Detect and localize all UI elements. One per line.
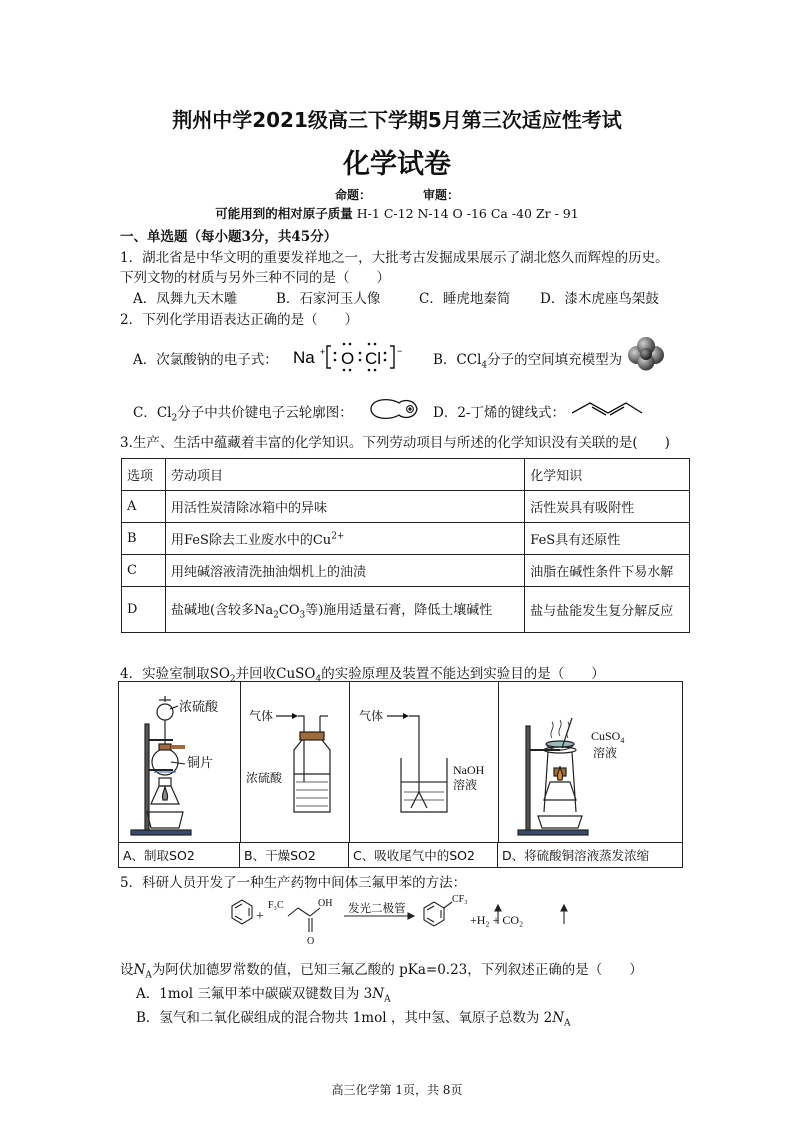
row-option: B [122,523,166,555]
q4-apparatus-table [118,681,683,868]
q5-stem: 5．科研人员开发了一种生产药物中间体三氟甲苯的方法： [120,875,467,891]
q4-stem-text: 4．实验室制取SO [120,666,230,682]
row-knowledge: 油脂在碱性条件下易水解 [525,555,690,587]
table-header-row [122,459,690,491]
exam-subject: 化学试卷 [343,149,451,180]
apparatus-d [498,682,682,842]
q2-option-a: A．次氯酸钠的电子式： [133,352,278,368]
na-symbol: N [133,962,146,978]
q5-plus: + [256,909,264,924]
q5-condition-text: 设 [120,962,134,978]
row-project-text2: CO [278,602,300,618]
row-project-sub2: 3 [299,610,306,621]
table-row [122,555,690,587]
q5-arrow-condition: 发光二极管 [348,901,406,915]
row-project [165,523,524,555]
caption-d: D、将硫酸铜溶液蒸发浓缩 [498,842,682,867]
caption-b: B、干燥SO2 [240,842,349,867]
atomic-mass-line [0,204,794,222]
formula-cl: Cl [365,349,382,368]
label-cuso4-text: CuSO [591,729,621,743]
q5-option-b [136,1006,571,1029]
row-knowledge: 活性炭具有吸附性 [525,491,690,523]
label-cuso4-sub: 4 [620,736,625,745]
apparatus-c-graphic [349,682,498,842]
svg-text:+: + [320,347,326,357]
row-project-sub: 2 [273,610,279,621]
label-cuso4-solution: 溶液 [593,746,618,760]
q4-stem-sub: 2 [229,674,236,685]
na-symbol-sub: A [384,994,391,1005]
svg-text:−: − [397,346,403,356]
naclo-electron-formula [291,336,403,376]
q5-products: +H₂ + CO₂ [470,913,524,927]
row-project: 用纯碱溶液清洗抽油烟机上的油渍 [165,555,524,587]
q2-stem: 2．下列化学用语表达正确的是（ ） [120,312,359,328]
q2-option-b-text2: 分子的空间填充模型为 [487,352,623,368]
row-knowledge: FeS具有还原性 [525,523,690,555]
atomic-mass-values: H-1 C-12 N-14 O -16 Ca -40 Zr - 91 [356,206,579,221]
na-symbol: N [552,1010,565,1026]
q2-option-d: D．2-丁烯的键线式： [433,405,565,421]
exam-title: 荆州中学2021级高三下学期5月第三次适应性考试 [172,108,622,132]
reaction-scheme-graphic [218,890,578,948]
ccl4-space-filling-model [628,337,664,375]
q1-stem-line1: 1．湖北省是中华文明的重要发祥地之一，大批考古发掘成果展示了湖北悠久而辉煌的历史。 [120,250,669,266]
na-symbol: N [372,986,385,1002]
row-option: D [122,587,166,633]
atomic-mass-label: 可能用到的相对原子质量 [215,206,353,221]
row-option: C [122,555,166,587]
row-project-sup: 2+ [331,531,345,542]
author-label: 命题： [334,188,371,202]
apparatus-b-graphic [240,682,349,842]
q5-reaction-scheme [218,890,578,952]
label-gas-c: 气体 [359,709,384,723]
electron-cloud-graphic [365,395,423,423]
q2-option-c-text2: 分子中共价键电子云轮廓图： [177,405,353,421]
q2-option-c-sub: 2 [171,413,178,424]
q5-oh: OH [318,898,333,909]
label-gas-b: 气体 [249,709,274,723]
q1-option-b: B．石家河玉人像 [276,291,381,307]
table-row [122,523,690,555]
ccl4-model-graphic [628,337,664,371]
q5-condition-text2: 为阿伏加德罗常数的值，已知三氟乙酸的 pKa=0.23，下列叙述正确的是（ ） [151,962,643,978]
q4-stem-text2: 并回收CuSO [235,666,316,682]
label-conc-sulfuric-acid: 浓硫酸 [179,700,219,715]
q5-option-a [136,982,391,1005]
q1-stem-line2: 下列文物的材质与另外三种不同的是（ ） [120,270,390,286]
q1-option-a: A．凤舞九天木雕 [133,291,238,307]
q1-option-c: C．睡虎地秦简 [419,291,511,307]
formula-o: O [341,349,355,368]
header-project: 劳动项目 [165,459,524,491]
author-line [0,186,794,203]
apparatus-a [119,682,241,842]
q5-condition [120,958,643,981]
caption-c: C、吸收尾气中的SO2 [349,842,498,867]
label-conc-sulfuric-acid-b: 浓硫酸 [246,771,283,785]
row-project-text: 用FeS除去工业废水中的Cu [170,533,332,548]
apparatus-b [240,682,350,842]
q4-stem-sub2: 4 [315,674,322,685]
row-knowledge: 盐与盐能发生复分解反应 [525,587,690,633]
table-row [122,587,690,633]
electron-formula-graphic [291,336,403,376]
row-option: A [122,491,166,523]
q1-option-d: D．漆木虎座鸟架鼓 [540,291,659,307]
q2-option-c [133,401,353,424]
2-butene-skeletal-formula [570,397,644,421]
page-footer: 高三化学第 1页，共 8页 [331,1083,463,1097]
label-cuso4 [591,729,624,745]
caption-a: A、制取SO2 [119,842,240,867]
q2-option-b-text: B．CCl [433,352,482,368]
q2-option-c-text: C．Cl [133,405,172,421]
q2-option-b-sub: 4 [481,360,488,371]
q5-f3c: F₃C [268,900,284,911]
label-naoh-solution: 溶液 [453,778,478,792]
q2-option-b [433,348,622,371]
q3-stem: 3.生产、生活中蕴藏着丰富的化学知识。下列劳动项目与所述的化学知识没有关联的是( ) [120,435,670,451]
q5-option-a-text: A．1mol 三氟甲苯中碳碳双键数目为 3 [136,986,373,1002]
header-option: 选项 [122,459,166,491]
label-naoh: NaOH [453,763,485,777]
na-symbol-sub: A [145,970,152,981]
apparatus-c [349,682,499,842]
apparatus-a-graphic [119,682,240,842]
row-project [165,587,524,633]
reviewer-label: 审题： [423,188,460,202]
q4-stem-text3: 的实验原理及装置不能达到实验目的是（ ） [321,666,605,682]
header-knowledge: 化学知识 [525,459,690,491]
row-project-text3: 等)施用适量石膏，降低土壤碱性 [305,602,493,618]
q5-cf3: CF₃ [452,894,468,905]
apparatus-d-graphic [498,682,682,842]
section-title: 一、单选题（每小题3分，共45分） [120,229,338,245]
skeletal-formula-graphic [570,397,644,417]
row-project: 用活性炭清除冰箱中的异味 [165,491,524,523]
q3-table [121,458,690,633]
cl2-electron-cloud-diagram [365,395,423,427]
q5-o: O [307,936,315,947]
q5-option-b-text: B．氢气和二氧化碳组成的混合物共 1mol ，其中氢、氧原子总数为 2 [136,1010,553,1026]
formula-na: Na [293,348,315,367]
row-project-text: 盐碱地(含较多Na [170,602,274,618]
na-symbol-sub: A [564,1018,571,1029]
table-row [122,491,690,523]
label-copper: 铜片 [187,756,214,771]
